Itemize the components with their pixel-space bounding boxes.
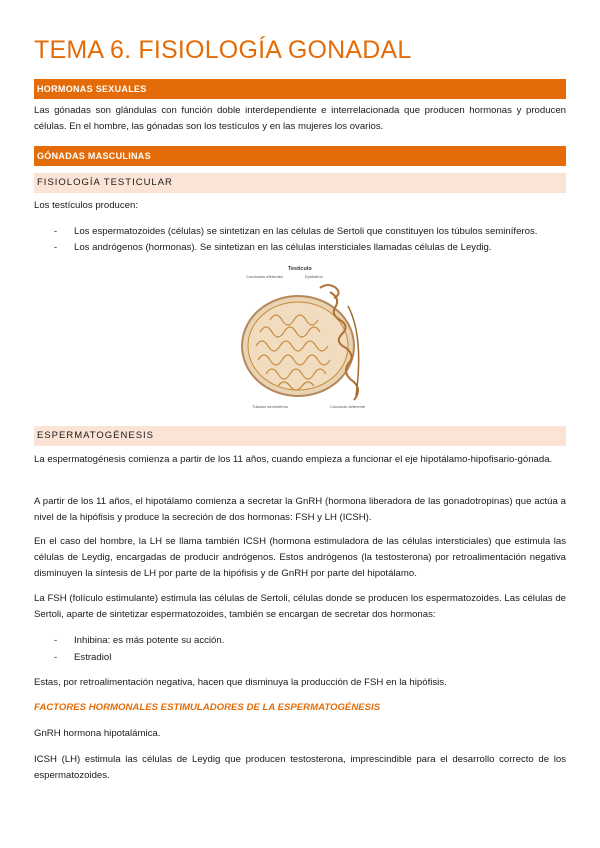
list-bullet: - [54, 242, 58, 253]
paragraph-factores-2: ICSH (LH) estimula las células de Leydig que producen testosterona, imprescindible para el desarrollo correcto de los espermatozoides. [34, 754, 566, 781]
paragraph-esp-3: En el caso del hombre, la LH se llama también ICSH (hormona estimuladora de las células intersticiales) que estimula las células de Leydig, encargadas de producir andrógenos. Estos andrógenos (la testosterona) por retroalimentación negativa disminuyen la síntesis de LH por parte de la hipófisis y de GnRH por parte del hipotálamo. [34, 536, 566, 579]
page-title: TEMA 6. FISIOLOGÍA GONADAL [34, 36, 412, 64]
paragraph-esp-2: A partir de los 11 años, el hipotálamo comienza a secretar la GnRH (hormona liberadora de las gonadotropinas) que actúa a nivel de la hipófisis y produce la secreción de dos hormonas: FSH y LH (ICSH). [34, 496, 566, 523]
subsection-heading-espermatogenesis: ESPERMATOGÉNESIS [34, 426, 566, 446]
testis-drawing [230, 262, 390, 420]
paragraph-esp-1: La espermatogénesis comienza a partir de los 11 años, cuando empieza a funcionar el eje hipotálamo-hipofisario-gónada. [34, 454, 553, 465]
section-heading-hormonas: HORMONAS SEXUALES [34, 79, 566, 99]
paragraph-factores-1: GnRH hormona hipotalámica. [34, 728, 161, 739]
figure-label-deferentes: Conducto deferente [330, 404, 366, 409]
list-item: Inhibina: es más potente su acción. [74, 635, 225, 646]
figure-label-tubulos: Túbulos seminíferos [252, 404, 289, 409]
paragraph-intro: Los testículos producen: [34, 200, 138, 211]
paragraph-esp-5: Estas, por retroalimentación negativa, hacen que disminuya la producción de FSH en la hipófisis. [34, 677, 447, 688]
paragraph-hormonas: Las gónadas son glándulas con función doble interdependiente e interrelacionada que producen hormonas y producen células. En el hombre, las gónadas son los testículos y en las mujeres los ovarios. [34, 105, 566, 132]
list-item: Los espermatozoides (células) se sintetizan en las células de Sertoli que constituyen los túbulos seminíferos. [74, 226, 538, 237]
list-bullet: - [54, 652, 58, 663]
subheading-factores: FACTORES HORMONALES ESTIMULADORES DE LA ESPERMATOGÉNESIS [34, 702, 381, 713]
figure-label-epididimo: Epidídimo [305, 274, 323, 279]
testis-illustration [230, 262, 390, 420]
figure-title: Testículo [288, 266, 312, 272]
figure-label-conductos: Conductos eferentes [246, 274, 283, 279]
section-heading-gonadas: GÓNADAS MASCULINAS [34, 146, 566, 166]
paragraph-esp-4: La FSH (folículo estimulante) estimula las células de Sertoli, células donde se producen los espermatozoides. Las células de Sertoli, aparte de sintetizar espermatozoides, también se encargan de secretar dos hormonas: [34, 593, 566, 620]
list-bullet: - [54, 635, 58, 646]
list-item: Estradiol [74, 652, 112, 663]
list-bullet: - [54, 226, 58, 237]
subsection-heading-fisiologia: FISIOLOGÍA TESTICULAR [34, 173, 566, 193]
list-item: Los andrógenos (hormonas). Se sintetizan en las células intersticiales llamadas células de Leydig. [74, 242, 492, 253]
